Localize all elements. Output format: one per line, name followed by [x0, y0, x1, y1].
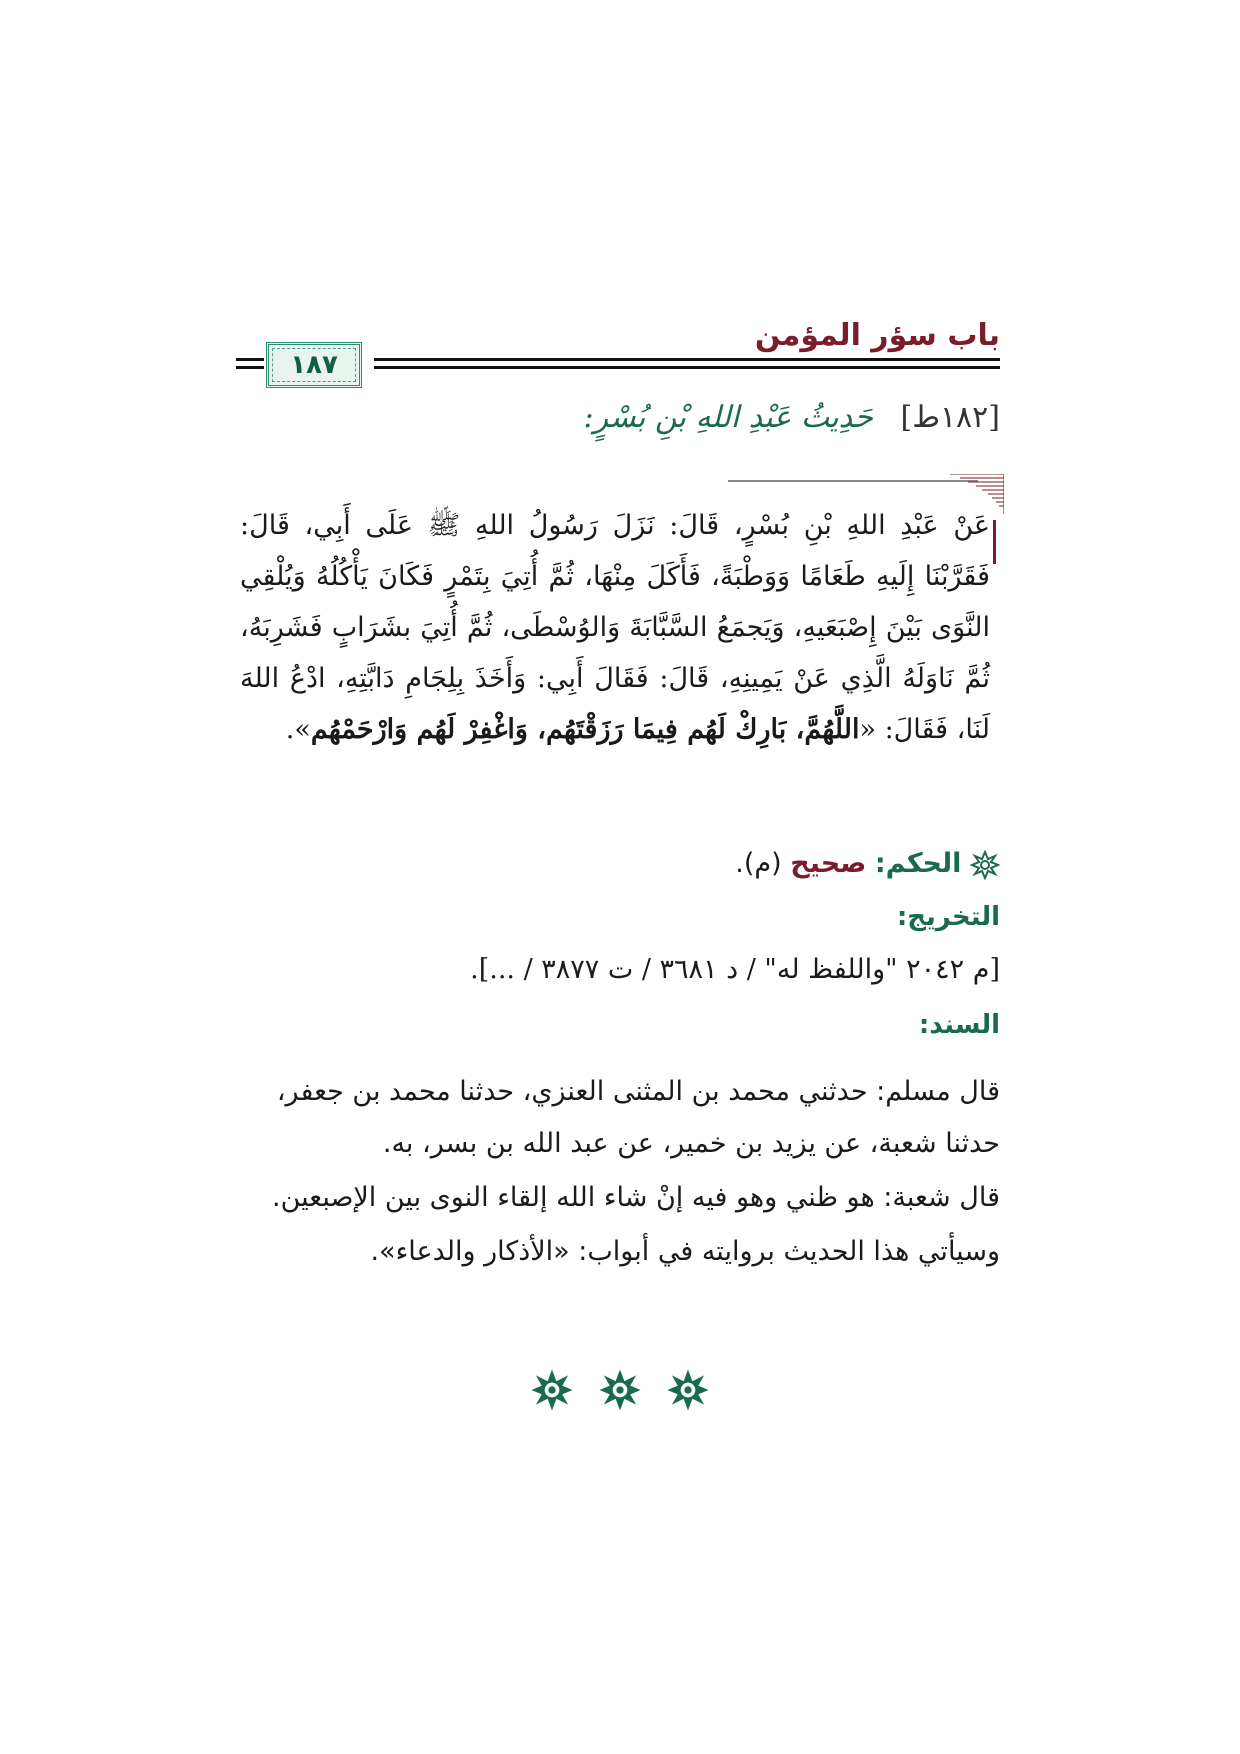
page-number-badge [266, 342, 362, 388]
ruling-value: صحيح [790, 848, 867, 879]
ruling-source: (م). [735, 848, 782, 879]
hadith-text-main: عَنْ عَبْدِ اللهِ بْنِ بُسْرٍ، قَالَ: نَزَلَ رَسُولُ اللهِ ﷺ عَلَى أَبِي، قَالَ: فَقَرَّبْنَا إِلَيهِ طَعَامًا وَوَطْبَةً، فَأَكَلَ مِنْهَا، ثُمَّ أُتِيَ بِتَمْرٍ فَكَانَ يَأْكُلُهُ وَيُلْقِي النَّوَى بَيْنَ إِصْبَعَيهِ، وَيَجمَعُ السَّبَّابَةَ وَالوُسْطَى، ثُمَّ أُتِيَ بشَرَابٍ فَشَرِبَهُ، ثُمَّ نَاوَلَهُ الَّذِي عَنْ يَمِينِهِ، قَالَ: فَقَالَ أَبِي: وَأَخَذَ بِلِجَامِ دَابَّتِهِ، ادْعُ اللهَ لَنَا، فَقَالَ: « [240, 510, 990, 745]
ruling-label: الحكم: [874, 848, 962, 879]
hadith-text [240, 500, 990, 755]
takhrij-text: [م ٢٠٤٢ "واللفظ له" / د ٣٦٨١ / ت ٣٨٧٧ / ...]. [470, 954, 1000, 985]
chapter-title: باب سؤر المؤمن [754, 318, 1000, 353]
header-rule-left-top [236, 358, 264, 361]
hadith-heading [584, 400, 1000, 435]
sanad-paragraph: قال شعبة: هو ظني وهو فيه إنْ شاء الله إلقاء النوى بين الإصبعين. [272, 1182, 1000, 1213]
hadith-text-end: ». [285, 714, 311, 745]
heading-underline [728, 480, 978, 482]
sanad-paragraph: وسيأتي هذا الحديث بروايته في أبواب: «الأذكار والدعاء». [370, 1236, 1000, 1267]
page-number: ١٨٧ [290, 350, 338, 380]
text-side-bar [993, 520, 996, 564]
flower-ornament-icon [598, 1368, 642, 1412]
flower-ornament-icon [970, 850, 1000, 880]
hadith-supplication: اللَّهُمَّ، بَارِكْ لَهُم فِيمَا رَزَقْتَهُم، وَاغْفِرْ لَهُم وَارْحَمْهُم [310, 714, 860, 745]
hadith-title: حَدِيثُ عَبْدِ اللهِ بْنِ بُسْرٍ: [583, 400, 873, 435]
sanad-label: السند: [918, 1010, 1000, 1040]
flower-ornament-icon [666, 1368, 710, 1412]
header-rule-left-bottom [236, 366, 264, 369]
header-rule-bottom [374, 366, 1000, 369]
sanad-paragraph: قال مسلم: حدثني محمد بن المثنى العنزي، حدثنا محمد بن جعفر، حدثنا شعبة، عن يزيد بن خمير، عن عبد الله بن بسر، به. [276, 1076, 1000, 1159]
section-end-ornaments [530, 1368, 710, 1418]
takhrij-label: التخريج: [896, 902, 1000, 932]
header-rule-top [374, 358, 1000, 361]
hadith-number: [١٨٢ط] [900, 400, 1000, 435]
flower-ornament-icon [530, 1368, 574, 1412]
ruling-line [735, 848, 1000, 880]
